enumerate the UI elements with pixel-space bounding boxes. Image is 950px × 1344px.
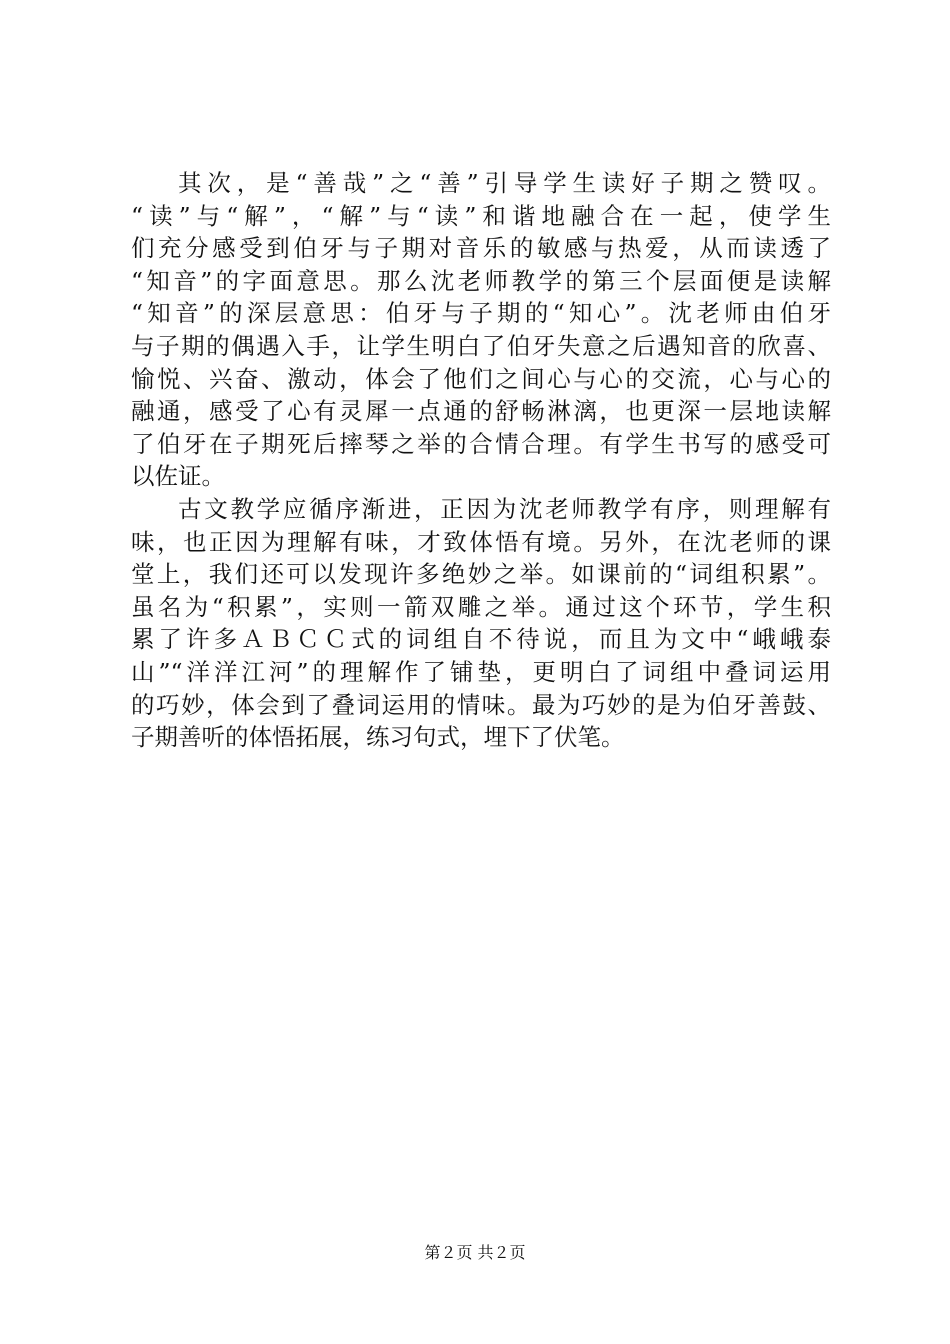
paragraph-line: 山”“洋洋江河”的理解作了铺垫，更明白了词组中叠词运用 <box>131 657 831 686</box>
paragraph-line: “知音”的字面意思。那么沈老师教学的第三个层面便是读解 <box>131 266 831 295</box>
paragraph-line: 堂上，我们还可以发现许多绝妙之举。如课前的“词组积累”。 <box>131 560 831 589</box>
paragraph-line: 的巧妙，体会到了叠词运用的情味。最为巧妙的是为伯牙善鼓、 <box>131 690 831 719</box>
paragraph-line: 味，也正因为理解有味，才致体悟有境。另外，在沈老师的课 <box>131 527 831 556</box>
paragraph-line: 与子期的偶遇入手，让学生明白了伯牙失意之后遇知音的欣喜、 <box>131 331 831 360</box>
page-number-footer: 第２页 共２页 <box>424 1243 526 1262</box>
paragraph-line: 愉悦、兴奋、激动，体会了他们之间心与心的交流，心与心的 <box>131 364 831 393</box>
document-body <box>131 167 831 754</box>
paragraph-2 <box>131 493 831 754</box>
paragraph-line: 累了许多ＡＢＣＣ式的词组自不待说，而且为文中“峨峨泰 <box>131 625 831 654</box>
paragraph-line: “读”与“解”，“解”与“读”和谐地融合在一起，使学生 <box>131 201 831 230</box>
paragraph-line: 古文教学应循序渐进，正因为沈老师教学有序，则理解有 <box>178 494 831 523</box>
paragraph-line: 融通，感受了心有灵犀一点通的舒畅淋漓，也更深一层地读解 <box>131 397 831 426</box>
paragraph-line: 子期善听的体悟拓展，练习句式，埋下了伏笔。 <box>131 723 625 752</box>
paragraph-line: “知音”的深层意思：伯牙与子期的“知心”。沈老师由伯牙 <box>131 299 831 328</box>
paragraph-1 <box>131 167 831 493</box>
paragraph-line: 其次，是“善哉”之“善”引导学生读好子期之赞叹。 <box>178 169 831 197</box>
paragraph-line: 们充分感受到伯牙与子期对音乐的敏感与热爱，从而读透了 <box>131 234 831 263</box>
paragraph-line: 虽名为“积累”，实则一箭双雕之举。通过这个环节，学生积 <box>131 592 831 621</box>
paragraph-line: 了伯牙在子期死后摔琴之举的合情合理。有学生书写的感受可 <box>131 429 831 458</box>
paragraph-line: 以佐证。 <box>131 462 225 491</box>
